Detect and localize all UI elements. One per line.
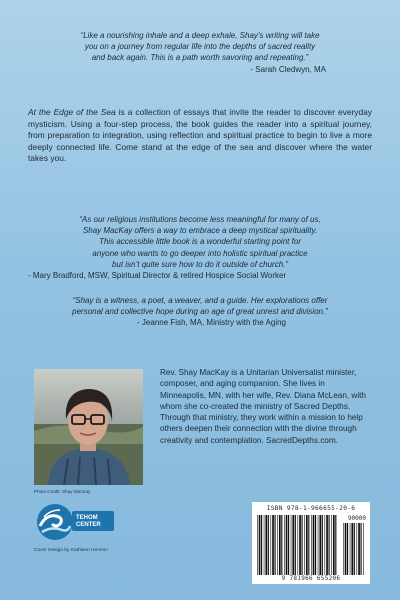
- description-text: is a collection of essays that invite the reader to discover everyday mysticism. Using a four-step process, the book guides the reader into a spiritual journey, from preparation to integration, using reflection and spiritual practice to begin to live a more deeply connected life. Come stand at the edge of the sea and discover where the water takes you.: [28, 107, 372, 164]
- barcode-bar: [357, 523, 358, 575]
- barcode-bar: [279, 515, 281, 575]
- barcode-bars-addon: [342, 523, 366, 575]
- barcode-bar: [315, 515, 316, 575]
- barcode-bar: [302, 515, 303, 575]
- barcode-bar: [261, 515, 262, 575]
- publisher-name-line-2: CENTER: [76, 522, 101, 528]
- barcode-bar: [292, 515, 294, 575]
- barcode-bar: [265, 515, 267, 575]
- quote-2-line-2: Shay MacKay offers a way to embrace a deep mystical spirituality.: [82, 226, 318, 236]
- barcode-bars-main: [256, 515, 340, 575]
- barcode-bar: [264, 515, 265, 575]
- quote-3-line-1: “Shay is a witness, a poet, a weaver, and a guide. Her explorations offer: [72, 296, 328, 305]
- book-description: [0, 107, 400, 165]
- barcode-bar: [284, 515, 285, 575]
- quote-1-line-2: you on a journey from regular life into the depths of sacred reality: [84, 42, 316, 52]
- barcode-bar: [325, 515, 326, 575]
- quote-1-line-1: “Like a nourishing inhale and a deep exhale, Shay’s writing will take: [80, 31, 320, 40]
- barcode-bar: [363, 523, 364, 575]
- barcode-bar: [272, 515, 274, 575]
- author-bio: Rev. Shay MacKay is a Unitarian Universalist minister, composer, and aging companion. She lives in Minneapolis, MN, with her wife, Rev. Diana McLean, with whom she co-created the ministry of Sacred Depths. Through that ministry, they work within a mission to help others deepen their connection with the divine through creativity and contemplation. SacredDepths.com.: [160, 368, 366, 445]
- photo-credit: Photo Credit: Shay MacKay: [34, 489, 91, 494]
- barcode-bar: [345, 523, 347, 575]
- barcode-bar: [318, 515, 319, 575]
- barcode-bar: [298, 515, 299, 575]
- barcode-bar: [295, 515, 296, 575]
- barcode-bar: [259, 515, 261, 575]
- quote-2-attribution: - Mary Bradford, MSW, Spiritual Director & retired Hospice Social Worker: [28, 271, 287, 281]
- quote-1-line-3: and back again. This is a path worth savoring and repeating.”: [91, 53, 309, 63]
- barcode-bar: [319, 515, 321, 575]
- quote-2-line-5: but isn’t quite sure how to do it outside of church.”: [111, 259, 289, 269]
- isbn-number: ISBN 978-1-966655-20-6: [266, 505, 356, 512]
- cover-design-credit: Cover Design by Kathleen Henrion: [34, 548, 108, 553]
- praise-quote-2: [0, 214, 400, 281]
- barcode-digits: 9 781966 655206: [281, 575, 341, 582]
- barcode-bar: [291, 515, 292, 575]
- barcode-bar: [335, 515, 336, 575]
- publisher-name-line-1: TEHOM: [76, 515, 98, 521]
- praise-quote-3: [0, 295, 400, 328]
- barcode-bar: [257, 515, 258, 575]
- praise-quote-1: [0, 30, 400, 75]
- barcode-bar: [277, 515, 278, 575]
- barcode-bar: [361, 523, 362, 575]
- barcode-bar: [347, 523, 348, 575]
- barcode-bar: [313, 515, 315, 575]
- publisher-name: [76, 515, 101, 529]
- barcode-bar: [271, 515, 272, 575]
- barcode-bar: [288, 515, 289, 575]
- quote-3-line-2: personal and collective hope during an age of great unrest and division.”: [72, 307, 328, 317]
- isbn-barcode: [252, 502, 370, 584]
- quote-2-line-3: This accessible little book is a wonderful starting point for: [99, 237, 301, 247]
- barcode-bar: [275, 515, 276, 575]
- barcode-bar: [299, 515, 301, 575]
- quote-1-attribution: - Sarah Cledwyn, MA: [250, 64, 326, 74]
- quote-2-line-1: “As our religious institutions become less meaningful for many of us,: [79, 215, 321, 224]
- barcode-bar: [351, 523, 353, 575]
- barcode-bar: [343, 523, 344, 575]
- barcode-bar: [333, 515, 335, 575]
- barcode-bar: [350, 523, 351, 575]
- barcode-bar: [281, 515, 282, 575]
- barcode-bar: [311, 515, 312, 575]
- quote-3-attribution: - Jeanne Fish, MA, Ministry with the Aging: [137, 318, 286, 328]
- author-photo: [34, 369, 143, 485]
- barcode-bar: [268, 515, 269, 575]
- barcode-bar: [286, 515, 288, 575]
- barcode-bar: [306, 515, 308, 575]
- barcode-bar: [322, 515, 323, 575]
- barcode-bar: [326, 515, 328, 575]
- barcode-bar: [358, 523, 360, 575]
- price-code: 90000: [347, 515, 366, 522]
- barcode-bar: [354, 523, 355, 575]
- quote-2-line-4: anyone who wants to go deeper into holistic spiritual practice: [92, 248, 308, 258]
- barcode-bar: [308, 515, 309, 575]
- barcode-bar: [329, 515, 330, 575]
- barcode-bar: [304, 515, 305, 575]
- book-title: At the Edge of the Sea: [28, 107, 116, 117]
- barcode-bar: [331, 515, 332, 575]
